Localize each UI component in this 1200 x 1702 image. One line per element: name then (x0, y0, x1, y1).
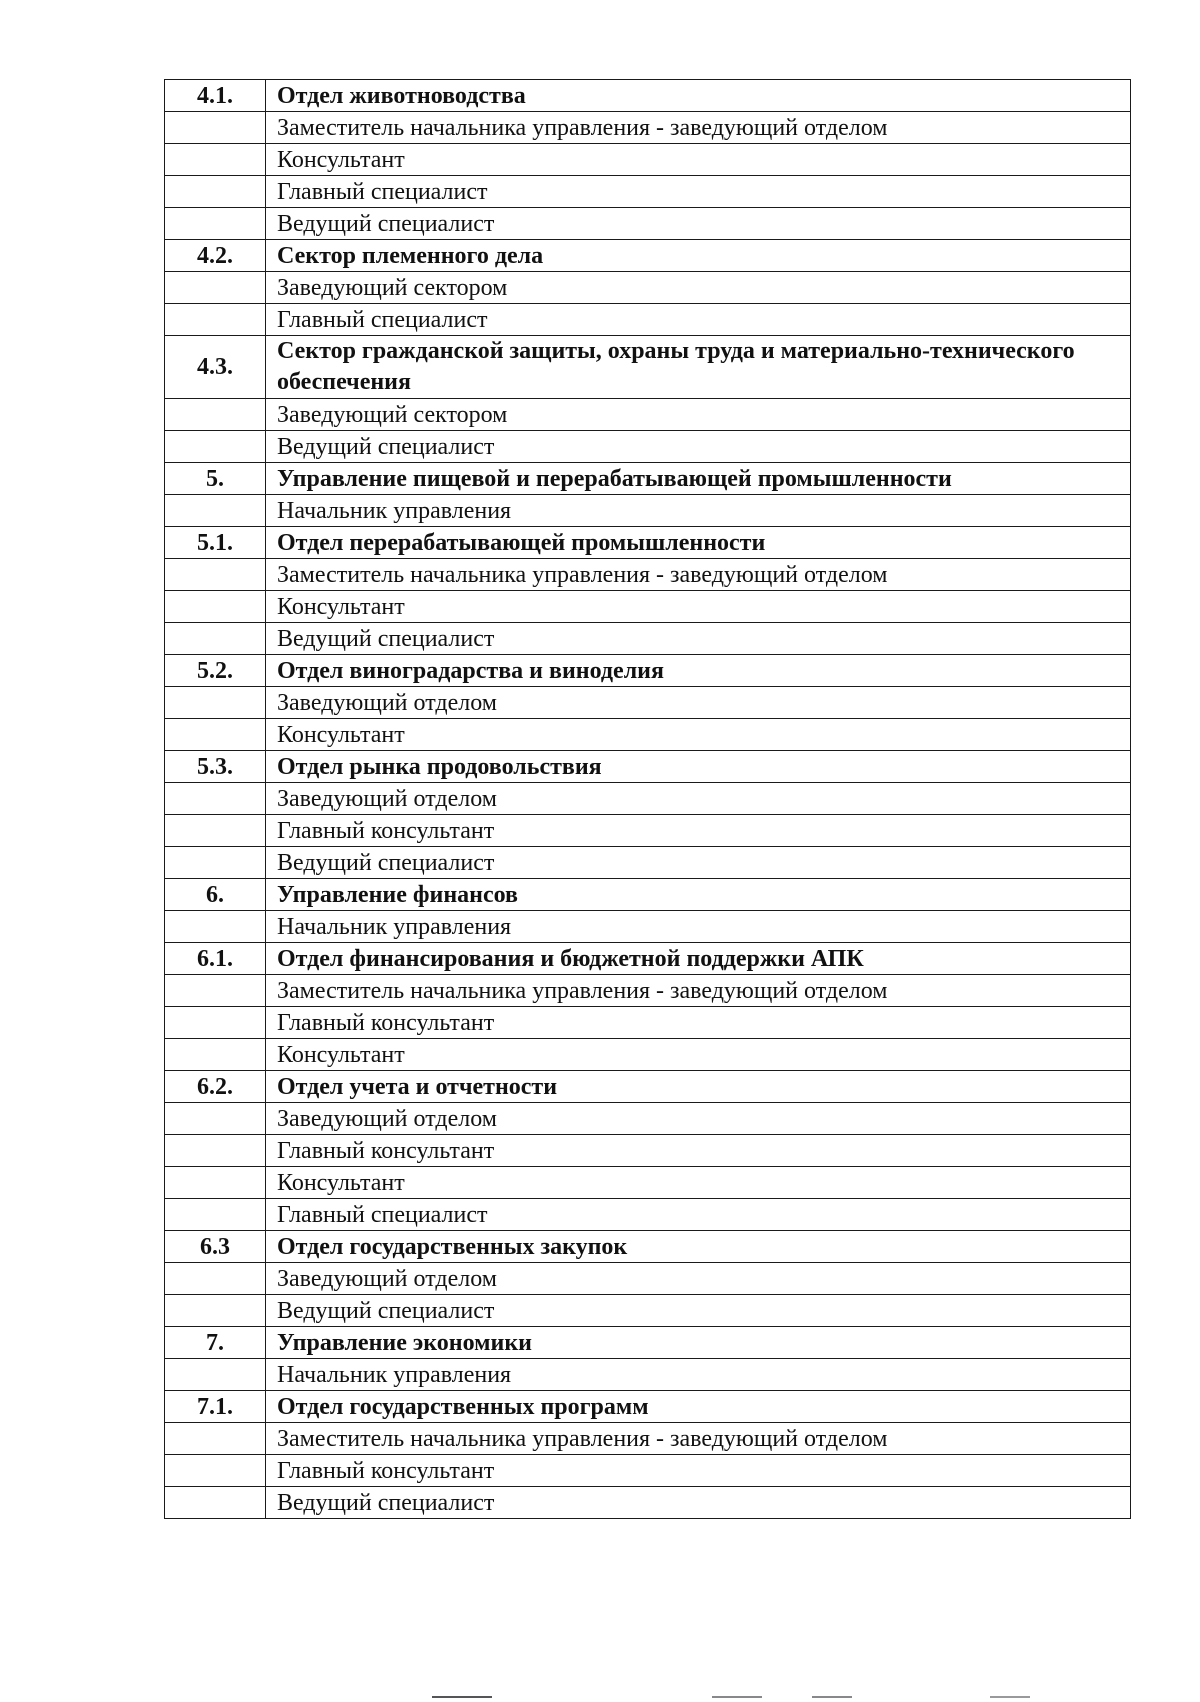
section-number: 4.2. (165, 240, 266, 272)
empty-number-cell (165, 783, 266, 815)
position-title: Ведущий специалист (266, 1487, 1131, 1519)
position-row (165, 975, 1131, 1007)
scan-artifact (990, 1696, 1030, 1698)
position-title: Главный консультант (266, 1135, 1131, 1167)
position-row (165, 399, 1131, 431)
empty-number-cell (165, 1455, 266, 1487)
position-row (165, 431, 1131, 463)
position-title: Ведущий специалист (266, 208, 1131, 240)
empty-number-cell (165, 1295, 266, 1327)
empty-number-cell (165, 272, 266, 304)
position-row (165, 1007, 1131, 1039)
empty-number-cell (165, 495, 266, 527)
position-row (165, 783, 1131, 815)
position-row (165, 1103, 1131, 1135)
position-title: Главный консультант (266, 815, 1131, 847)
position-title: Главный специалист (266, 176, 1131, 208)
section-title: Отдел перерабатывающей промышленности (266, 527, 1131, 559)
position-title: Заместитель начальника управления - заведующий отделом (266, 975, 1131, 1007)
empty-number-cell (165, 847, 266, 879)
empty-number-cell (165, 176, 266, 208)
position-title: Главный консультант (266, 1007, 1131, 1039)
section-number: 4.1. (165, 80, 266, 112)
position-row (165, 1199, 1131, 1231)
scan-artifact (712, 1696, 762, 1698)
position-title: Начальник управления (266, 1359, 1131, 1391)
position-row (165, 847, 1131, 879)
section-row (165, 80, 1131, 112)
position-row (165, 495, 1131, 527)
empty-number-cell (165, 431, 266, 463)
empty-number-cell (165, 815, 266, 847)
section-number: 7. (165, 1327, 266, 1359)
section-number: 6.2. (165, 1071, 266, 1103)
section-number: 5.1. (165, 527, 266, 559)
section-row (165, 527, 1131, 559)
position-row (165, 1167, 1131, 1199)
empty-number-cell (165, 1167, 266, 1199)
position-row (165, 112, 1131, 144)
position-row (165, 559, 1131, 591)
section-title: Отдел финансирования и бюджетной поддержки АПК (266, 943, 1131, 975)
position-title: Ведущий специалист (266, 623, 1131, 655)
section-number: 6.1. (165, 943, 266, 975)
position-row (165, 1359, 1131, 1391)
section-number: 5.3. (165, 751, 266, 783)
position-title: Ведущий специалист (266, 431, 1131, 463)
empty-number-cell (165, 1007, 266, 1039)
empty-number-cell (165, 911, 266, 943)
position-title: Заместитель начальника управления - заведующий отделом (266, 1423, 1131, 1455)
empty-number-cell (165, 719, 266, 751)
empty-number-cell (165, 623, 266, 655)
empty-number-cell (165, 399, 266, 431)
position-title: Заведующий сектором (266, 272, 1131, 304)
position-title: Начальник управления (266, 495, 1131, 527)
position-row (165, 815, 1131, 847)
section-title: Сектор гражданской защиты, охраны труда и материально-технического обеспечения (266, 336, 1131, 399)
empty-number-cell (165, 591, 266, 623)
section-row (165, 751, 1131, 783)
position-row (165, 1263, 1131, 1295)
section-title: Отдел виноградарства и виноделия (266, 655, 1131, 687)
position-title: Главный специалист (266, 304, 1131, 336)
position-row (165, 719, 1131, 751)
section-row (165, 1071, 1131, 1103)
position-title: Консультант (266, 144, 1131, 176)
empty-number-cell (165, 304, 266, 336)
position-title: Консультант (266, 719, 1131, 751)
section-number: 6. (165, 879, 266, 911)
position-row (165, 1487, 1131, 1519)
section-row (165, 879, 1131, 911)
empty-number-cell (165, 208, 266, 240)
section-number: 5.2. (165, 655, 266, 687)
position-row (165, 272, 1131, 304)
position-title: Заведующий сектором (266, 399, 1131, 431)
position-title: Заведующий отделом (266, 1263, 1131, 1295)
section-title: Отдел государственных закупок (266, 1231, 1131, 1263)
position-row (165, 1455, 1131, 1487)
position-row (165, 304, 1131, 336)
position-title: Ведущий специалист (266, 847, 1131, 879)
position-title: Главный консультант (266, 1455, 1131, 1487)
section-number: 6.3 (165, 1231, 266, 1263)
section-row (165, 336, 1131, 399)
position-title: Заведующий отделом (266, 687, 1131, 719)
position-row (165, 687, 1131, 719)
empty-number-cell (165, 1423, 266, 1455)
position-title: Ведущий специалист (266, 1295, 1131, 1327)
empty-number-cell (165, 1199, 266, 1231)
section-row (165, 463, 1131, 495)
scan-artifact (432, 1696, 492, 1698)
empty-number-cell (165, 1135, 266, 1167)
position-row (165, 176, 1131, 208)
position-title: Консультант (266, 591, 1131, 623)
position-row (165, 1423, 1131, 1455)
empty-number-cell (165, 1359, 266, 1391)
empty-number-cell (165, 1039, 266, 1071)
empty-number-cell (165, 559, 266, 591)
empty-number-cell (165, 1263, 266, 1295)
position-row (165, 144, 1131, 176)
section-row (165, 240, 1131, 272)
scan-artifact (812, 1696, 852, 1698)
position-title: Консультант (266, 1039, 1131, 1071)
section-title: Управление экономики (266, 1327, 1131, 1359)
staff-table-body (165, 80, 1131, 1519)
position-row (165, 1135, 1131, 1167)
empty-number-cell (165, 144, 266, 176)
position-title: Заведующий отделом (266, 1103, 1131, 1135)
section-number: 4.3. (165, 336, 266, 399)
empty-number-cell (165, 1487, 266, 1519)
position-title: Главный специалист (266, 1199, 1131, 1231)
position-title: Заместитель начальника управления - заведующий отделом (266, 112, 1131, 144)
position-title: Консультант (266, 1167, 1131, 1199)
position-title: Заведующий отделом (266, 783, 1131, 815)
empty-number-cell (165, 112, 266, 144)
section-row (165, 1231, 1131, 1263)
position-row (165, 911, 1131, 943)
section-number: 5. (165, 463, 266, 495)
section-row (165, 655, 1131, 687)
position-title: Начальник управления (266, 911, 1131, 943)
position-row (165, 591, 1131, 623)
section-title: Управление пищевой и перерабатывающей промышленности (266, 463, 1131, 495)
section-number: 7.1. (165, 1391, 266, 1423)
section-row (165, 1327, 1131, 1359)
empty-number-cell (165, 687, 266, 719)
section-title: Отдел рынка продовольствия (266, 751, 1131, 783)
section-row (165, 1391, 1131, 1423)
staff-structure-table (164, 79, 1131, 1519)
position-row (165, 208, 1131, 240)
position-title: Заместитель начальника управления - заведующий отделом (266, 559, 1131, 591)
empty-number-cell (165, 975, 266, 1007)
section-title: Отдел государственных программ (266, 1391, 1131, 1423)
section-row (165, 943, 1131, 975)
empty-number-cell (165, 1103, 266, 1135)
position-row (165, 1039, 1131, 1071)
section-title: Управление финансов (266, 879, 1131, 911)
section-title: Сектор племенного дела (266, 240, 1131, 272)
section-title: Отдел животноводства (266, 80, 1131, 112)
section-title: Отдел учета и отчетности (266, 1071, 1131, 1103)
position-row (165, 623, 1131, 655)
position-row (165, 1295, 1131, 1327)
